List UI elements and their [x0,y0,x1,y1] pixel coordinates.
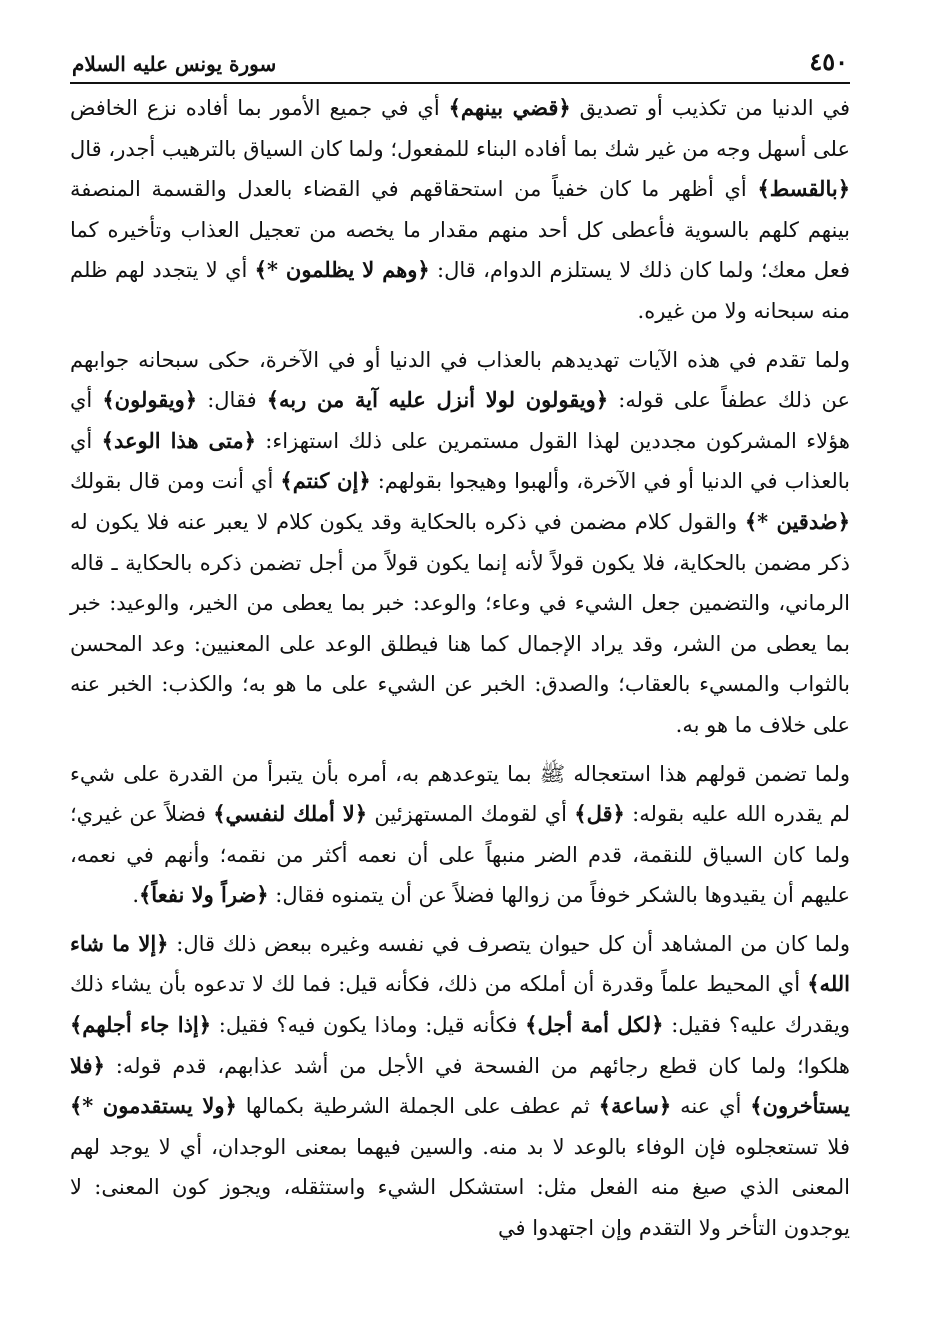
quran-quote: ﴿صٰدقين *﴾ [744,508,850,534]
book-page [70,40,850,1300]
commentary-text: ولما تضمن قولهم هذا استعجاله ﷺ بما يتوعدهم به، أمره بأن يتبرأ من القدرة على شيء لم يقدره الله عليه بقوله: [70,761,850,827]
quran-quote: ﴿ولا يستقدمون *﴾ [70,1093,237,1119]
quran-quote: ﴿متى هذا الوعد﴾ [101,427,256,453]
commentary-text: ثم عطف على الجملة الشرطية بكمالها [236,1094,599,1119]
commentary-text: والقول كلام مضمن في ذكره بالحكاية وقد يكون كلام لا يعبر عنه فلا يكون له ذكر مضمن بالحكاية، فلا يكون قولاً لأنه إنما يكون قولاً من أجل تضمن ذكره بالحكاية ـ قاله الرماني، والتضمين جعل الشيء في وعاء؛ والوعد: خبر بما يعطى من الخير، والوعيد: خبر بما يعطى من الشر، وقد يراد الإجمال كما هنا فيطلق الوعد على المعنيين: وعد المحسن بالثواب والمسيء بالعقاب؛ والصدق: الخبر عن الشيء على ما هو به؛ والكذب: الخبر عنه على خلاف ما هو به. [70,509,850,737]
commentary-text: فضلاً عن غيري؛ ولما كان السياق للنقمة، قدم الضر منبهاً على أن نعمه أكثر من نقمه؛ وأنهم في نعمه، عليهم أن يقيدوها بالشكر خوفاً من زوالها فضلاً عن أن يتمنوه فقال: [70,802,850,908]
commentary-text: أي أنت ومن قال بقولك [70,469,281,494]
paragraph [70,924,850,1249]
quran-quote: ﴿إلا ما شاء الله﴾ [70,930,850,997]
quran-quote: ﴿إذا جاء أجلهم﴾ [70,1012,212,1038]
quran-quote: ﴿قل﴾ [574,801,625,827]
commentary-text: أي المحيط علماً وقدرة أن أملكه من ذلك، فكأنه قيل: فما لك لا تدعوه بأن يشاء ذلك ويقدرك عليه؟ فقيل: [70,972,850,1038]
quran-quote: ﴿ويقولون لولا أنزل عليه آية من ربه﴾ [266,387,609,413]
commentary-text: فكأنه قيل: وماذا يكون فيه؟ فقيل: [211,1013,526,1038]
running-header [70,40,850,76]
commentary-text: . [132,883,139,908]
quran-quote: ﴿لا أملك لنفسي﴾ [213,801,368,827]
commentary-text: فقال: [197,388,267,413]
paragraph [70,340,850,746]
quran-quote: ﴿لكل أمة أجل﴾ [525,1012,664,1038]
quran-quote: ﴿قضي بينهم﴾ [448,95,571,120]
commentary-text: أي هؤلاء المشركون مجددين لهذا القول مستمرين على ذلك استهزاء: [70,388,850,453]
commentary-text: أي في جميع الأمور بما أفاده نزع الخافض على أسهل وجه من غير شك بما أفاده البناء للمفعول؛ ولما كان السياق بالترهيب أجدر، قال [70,96,850,161]
quran-quote: ﴿وهم لا يظلمون *﴾ [254,257,430,283]
commentary-text: أي لقومك المستهزئين [367,802,575,827]
quran-quote: ﴿فلا يستأخرون﴾ [70,1052,850,1119]
commentary-text: فلا تستعجلوه فإن الوفاء بالوعد لا بد منه. والسين فيهما بمعنى الوجدان، أي لا يوجد لهم المعنى الذي صيغ منه الفعل مثل: استشكل الشيء واستثقله، ويجوز كون المعنى: لا يوجدون التأخر ولا التقدم وإن اجتهدوا في [70,1134,850,1241]
header-rule [70,82,850,84]
surah-title: سورة يونس عليه السلام [72,52,277,76]
quran-quote: ﴿ضراً ولا نفعاً﴾ [139,882,269,908]
commentary-text: أي لا يتجدد لهم ظلم منه سبحانه ولا من غيره. [70,258,850,323]
quran-quote: ﴿ساعة﴾ [598,1093,672,1119]
page-number: ٤٥٠ [809,47,848,76]
quran-quote: ﴿بالقسط﴾ [757,176,850,202]
commentary-text: أي عنه [671,1094,751,1119]
quran-quote: ﴿ويقولون﴾ [102,387,198,413]
commentary-text: هلكوا؛ ولما كان قطع رجائهم من الفسحة في الأجل من أشد عذابهم، قدم قوله: [104,1053,850,1078]
paragraph [70,88,850,332]
paragraph [70,754,850,916]
commentary-text: أي بالعذاب في الدنيا أو في الآخرة، وألهبوا وهيجوا بقولهم: [70,428,851,494]
quran-quote: ﴿إن كنتم﴾ [280,468,371,494]
commentary-text: في الدنيا من تكذيب أو تصديق [570,96,850,120]
commentary-text: ولما كان من المشاهد أن كل حيوان يتصرف في نفسه وغيره ببعض ذلك قال: [168,931,850,956]
commentary-text: أي أظهر ما كان خفياً من استحقاقهم في القضاء بالعدل والقسمة المنصفة بينهم كلهم بالسوية فأعطى كل أحد منهم مقدار ما يخصه من تعجيل العذاب وتأخيره كما فعل معك؛ ولما كان ذلك لا يستلزم الدوام، قال: [70,177,851,283]
commentary-text: ولما تقدم في هذه الآيات تهديدهم بالعذاب في الدنيا أو في الآخرة، حكى سبحانه جوابهم عن ذلك عطفاً على قوله: [70,347,850,413]
